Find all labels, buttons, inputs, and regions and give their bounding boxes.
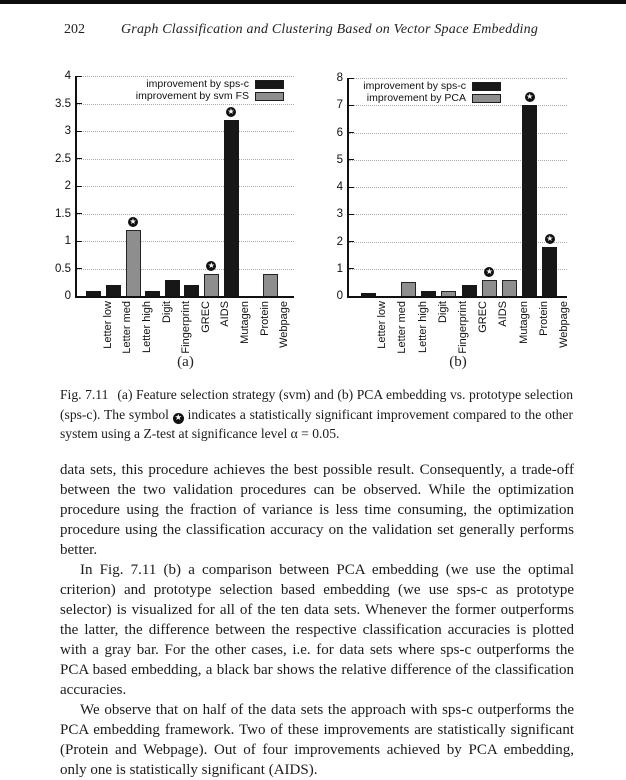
legend-swatch bbox=[255, 80, 284, 89]
y-axis-tick-label: 6 bbox=[336, 126, 343, 139]
y-axis-tick-label: 2 bbox=[64, 180, 71, 192]
paragraph-2: In Fig. 7.11 (b) a comparison between PCA embedding (we use the optimal criterion) and prototype selection based embedding (we use sps-c as prototype selector) is visualized for all of the ten data sets. Whenever the former outperforms the latter, the difference between the respective classification accuracies is plotted with a gray bar. For the other cases, i.e. for data sets where sps-c outperforms the PCA based embedding, a black bar shows the relative difference of the classification accuracies. bbox=[60, 562, 574, 698]
y-axis-tick-label: 2.5 bbox=[55, 152, 71, 165]
body-text bbox=[60, 460, 574, 780]
y-gridline bbox=[77, 131, 294, 132]
bar bbox=[263, 274, 278, 296]
y-axis-tick-label: 0 bbox=[336, 290, 343, 302]
star-glyph: ★ bbox=[207, 261, 215, 270]
y-tick-mark bbox=[349, 78, 354, 79]
chart-a-plot-area bbox=[55, 70, 294, 370]
x-axis-category-label: GREC bbox=[199, 301, 212, 333]
y-axis-tick-label: 0 bbox=[64, 290, 71, 302]
chart-legend bbox=[136, 79, 284, 101]
x-axis-category-label: Letter med bbox=[121, 301, 134, 354]
y-tick-mark bbox=[349, 132, 354, 133]
star-glyph: ★ bbox=[227, 107, 235, 116]
legend-swatch bbox=[472, 82, 501, 91]
bar bbox=[224, 120, 239, 296]
y-tick-mark bbox=[349, 105, 354, 106]
y-tick-mark bbox=[77, 186, 82, 187]
y-tick-mark bbox=[349, 159, 354, 160]
figure-caption-label: Fig. 7.11 bbox=[60, 387, 109, 402]
y-tick-mark bbox=[77, 213, 82, 214]
x-axis-category-label: AIDS bbox=[219, 301, 232, 327]
bar bbox=[184, 285, 199, 296]
x-axis-category-label: Letter low bbox=[376, 301, 389, 349]
significance-star-icon bbox=[226, 107, 236, 117]
bar bbox=[401, 282, 416, 296]
bar bbox=[462, 285, 477, 296]
y-axis-tick-label: 7 bbox=[336, 99, 343, 112]
legend-swatch bbox=[255, 92, 284, 101]
page-top-edge bbox=[0, 0, 626, 4]
x-axis-category-label: Mutagen bbox=[517, 301, 530, 344]
significance-star-icon: ★ bbox=[174, 412, 183, 423]
significance-star-icon bbox=[545, 234, 555, 244]
bar bbox=[502, 280, 517, 296]
y-axis-tick-label: 2 bbox=[336, 235, 343, 248]
y-axis-tick-label: 5 bbox=[336, 153, 343, 166]
x-axis-category-label: Digit bbox=[160, 301, 173, 324]
legend-item bbox=[136, 91, 284, 101]
significance-star-icon bbox=[206, 261, 216, 271]
bar bbox=[421, 291, 436, 296]
bar bbox=[522, 105, 537, 296]
x-axis-category-label: Digit bbox=[436, 301, 449, 324]
y-axis-tick-label: 1 bbox=[336, 262, 343, 275]
legend-item bbox=[363, 93, 501, 103]
legend-item bbox=[136, 79, 284, 89]
star-glyph: ★ bbox=[129, 217, 137, 226]
y-gridline bbox=[349, 78, 567, 79]
x-axis-category-label: GREC bbox=[477, 301, 490, 333]
y-axis-tick-label: 3 bbox=[64, 125, 71, 137]
star-glyph: ★ bbox=[546, 233, 554, 243]
y-gridline bbox=[77, 241, 294, 242]
page-number: 202 bbox=[64, 22, 85, 37]
legend-label: improvement by svm FS bbox=[135, 90, 249, 102]
y-gridline bbox=[77, 186, 294, 187]
y-tick-mark bbox=[77, 268, 82, 269]
y-axis-tick-label: 3 bbox=[336, 208, 343, 221]
bar bbox=[361, 293, 376, 296]
y-axis-tick-label: 3.5 bbox=[55, 97, 71, 110]
x-axis-category-label: Letter med bbox=[396, 301, 409, 354]
chart-sublabel: (b) bbox=[449, 354, 467, 370]
bar bbox=[126, 230, 141, 296]
chart-legend bbox=[363, 81, 501, 103]
x-axis-category-label: Webpage bbox=[557, 301, 570, 348]
bar bbox=[106, 285, 121, 296]
x-axis-category-label: Mutagen bbox=[239, 301, 251, 344]
running-header bbox=[0, 22, 626, 42]
bar bbox=[482, 280, 497, 296]
x-axis-category-label: Webpage bbox=[278, 301, 291, 348]
legend-label: improvement by sps-c bbox=[146, 78, 249, 90]
y-tick-mark bbox=[77, 241, 82, 242]
y-tick-mark bbox=[349, 268, 354, 269]
legend-label: improvement by PCA bbox=[366, 92, 466, 104]
chart-b-plot-area bbox=[336, 72, 570, 370]
bar bbox=[441, 291, 456, 296]
bar bbox=[204, 274, 219, 296]
y-tick-mark bbox=[349, 241, 354, 242]
y-axis-tick-label: 8 bbox=[336, 72, 343, 84]
running-title: Graph Classification and Clustering Based on Vector Space Embedding bbox=[121, 22, 539, 37]
x-axis-category-label: Letter low bbox=[101, 301, 114, 349]
star-glyph: ★ bbox=[526, 92, 534, 102]
y-axis-tick-label: 4 bbox=[64, 70, 71, 82]
y-tick-mark bbox=[349, 214, 354, 215]
y-tick-mark bbox=[77, 103, 82, 104]
y-tick-mark bbox=[77, 158, 82, 159]
bar bbox=[86, 291, 101, 297]
y-gridline bbox=[77, 214, 294, 215]
bar bbox=[542, 247, 557, 296]
star-glyph: ★ bbox=[485, 266, 493, 276]
y-axis-tick-label: 4 bbox=[336, 181, 343, 193]
figure-caption-text-after: indicates a statistically significant improvement compared to the other system using a Z-test at significance level α = 0.05. bbox=[60, 406, 573, 441]
paragraph-1: data sets, this procedure achieves the best possible result. Consequently, a trade-off between the two validation procedures can be observed. While the optimization procedure using the fraction of variance is less time consuming, the optimization procedure using the classification accuracy on the validation set generally performs better. bbox=[60, 462, 574, 558]
significance-star-icon bbox=[525, 92, 535, 102]
x-axis-category-label: Letter high bbox=[141, 301, 153, 353]
bar bbox=[165, 280, 180, 297]
legend-swatch bbox=[472, 94, 501, 103]
y-tick-mark bbox=[349, 187, 354, 188]
significance-star-icon bbox=[128, 217, 138, 227]
y-gridline bbox=[77, 159, 294, 160]
x-axis-category-label: Fingerprint bbox=[180, 301, 193, 354]
y-axis-tick-label: 1.5 bbox=[55, 207, 71, 220]
x-axis-category-label: AIDS bbox=[497, 301, 510, 327]
figure-caption bbox=[60, 385, 573, 444]
x-axis-category-label: Protein bbox=[537, 301, 550, 336]
bar bbox=[145, 291, 160, 297]
y-axis-tick-label: 0.5 bbox=[55, 262, 71, 275]
y-axis-tick-label: 1 bbox=[64, 235, 71, 247]
y-gridline bbox=[77, 269, 294, 270]
paragraph-3: We observe that on half of the data sets the approach with sps-c outperforms the PCA embedding framework. Two of these improvements are statistically significant (Protein and Webpage). Out of four improvements achieved by PCA embedding, only one is statistically significant (AIDS). bbox=[60, 702, 574, 778]
chart-sublabel: (a) bbox=[177, 354, 194, 370]
figure-caption-text-before: (a) Feature selection strategy (svm) and (b) PCA embedding vs. prototype selection (sps-c). The symbol bbox=[60, 387, 574, 422]
y-tick-mark bbox=[77, 76, 82, 77]
significance-star-icon bbox=[484, 267, 494, 277]
legend-label: improvement by sps-c bbox=[363, 80, 466, 92]
legend-item bbox=[363, 81, 501, 91]
y-tick-mark bbox=[77, 131, 82, 132]
x-axis-category-label: Letter high bbox=[416, 301, 429, 353]
x-axis-category-label: Protein bbox=[258, 301, 271, 336]
x-axis-category-label: Fingerprint bbox=[456, 301, 469, 354]
y-gridline bbox=[77, 104, 294, 105]
y-gridline bbox=[77, 76, 294, 77]
